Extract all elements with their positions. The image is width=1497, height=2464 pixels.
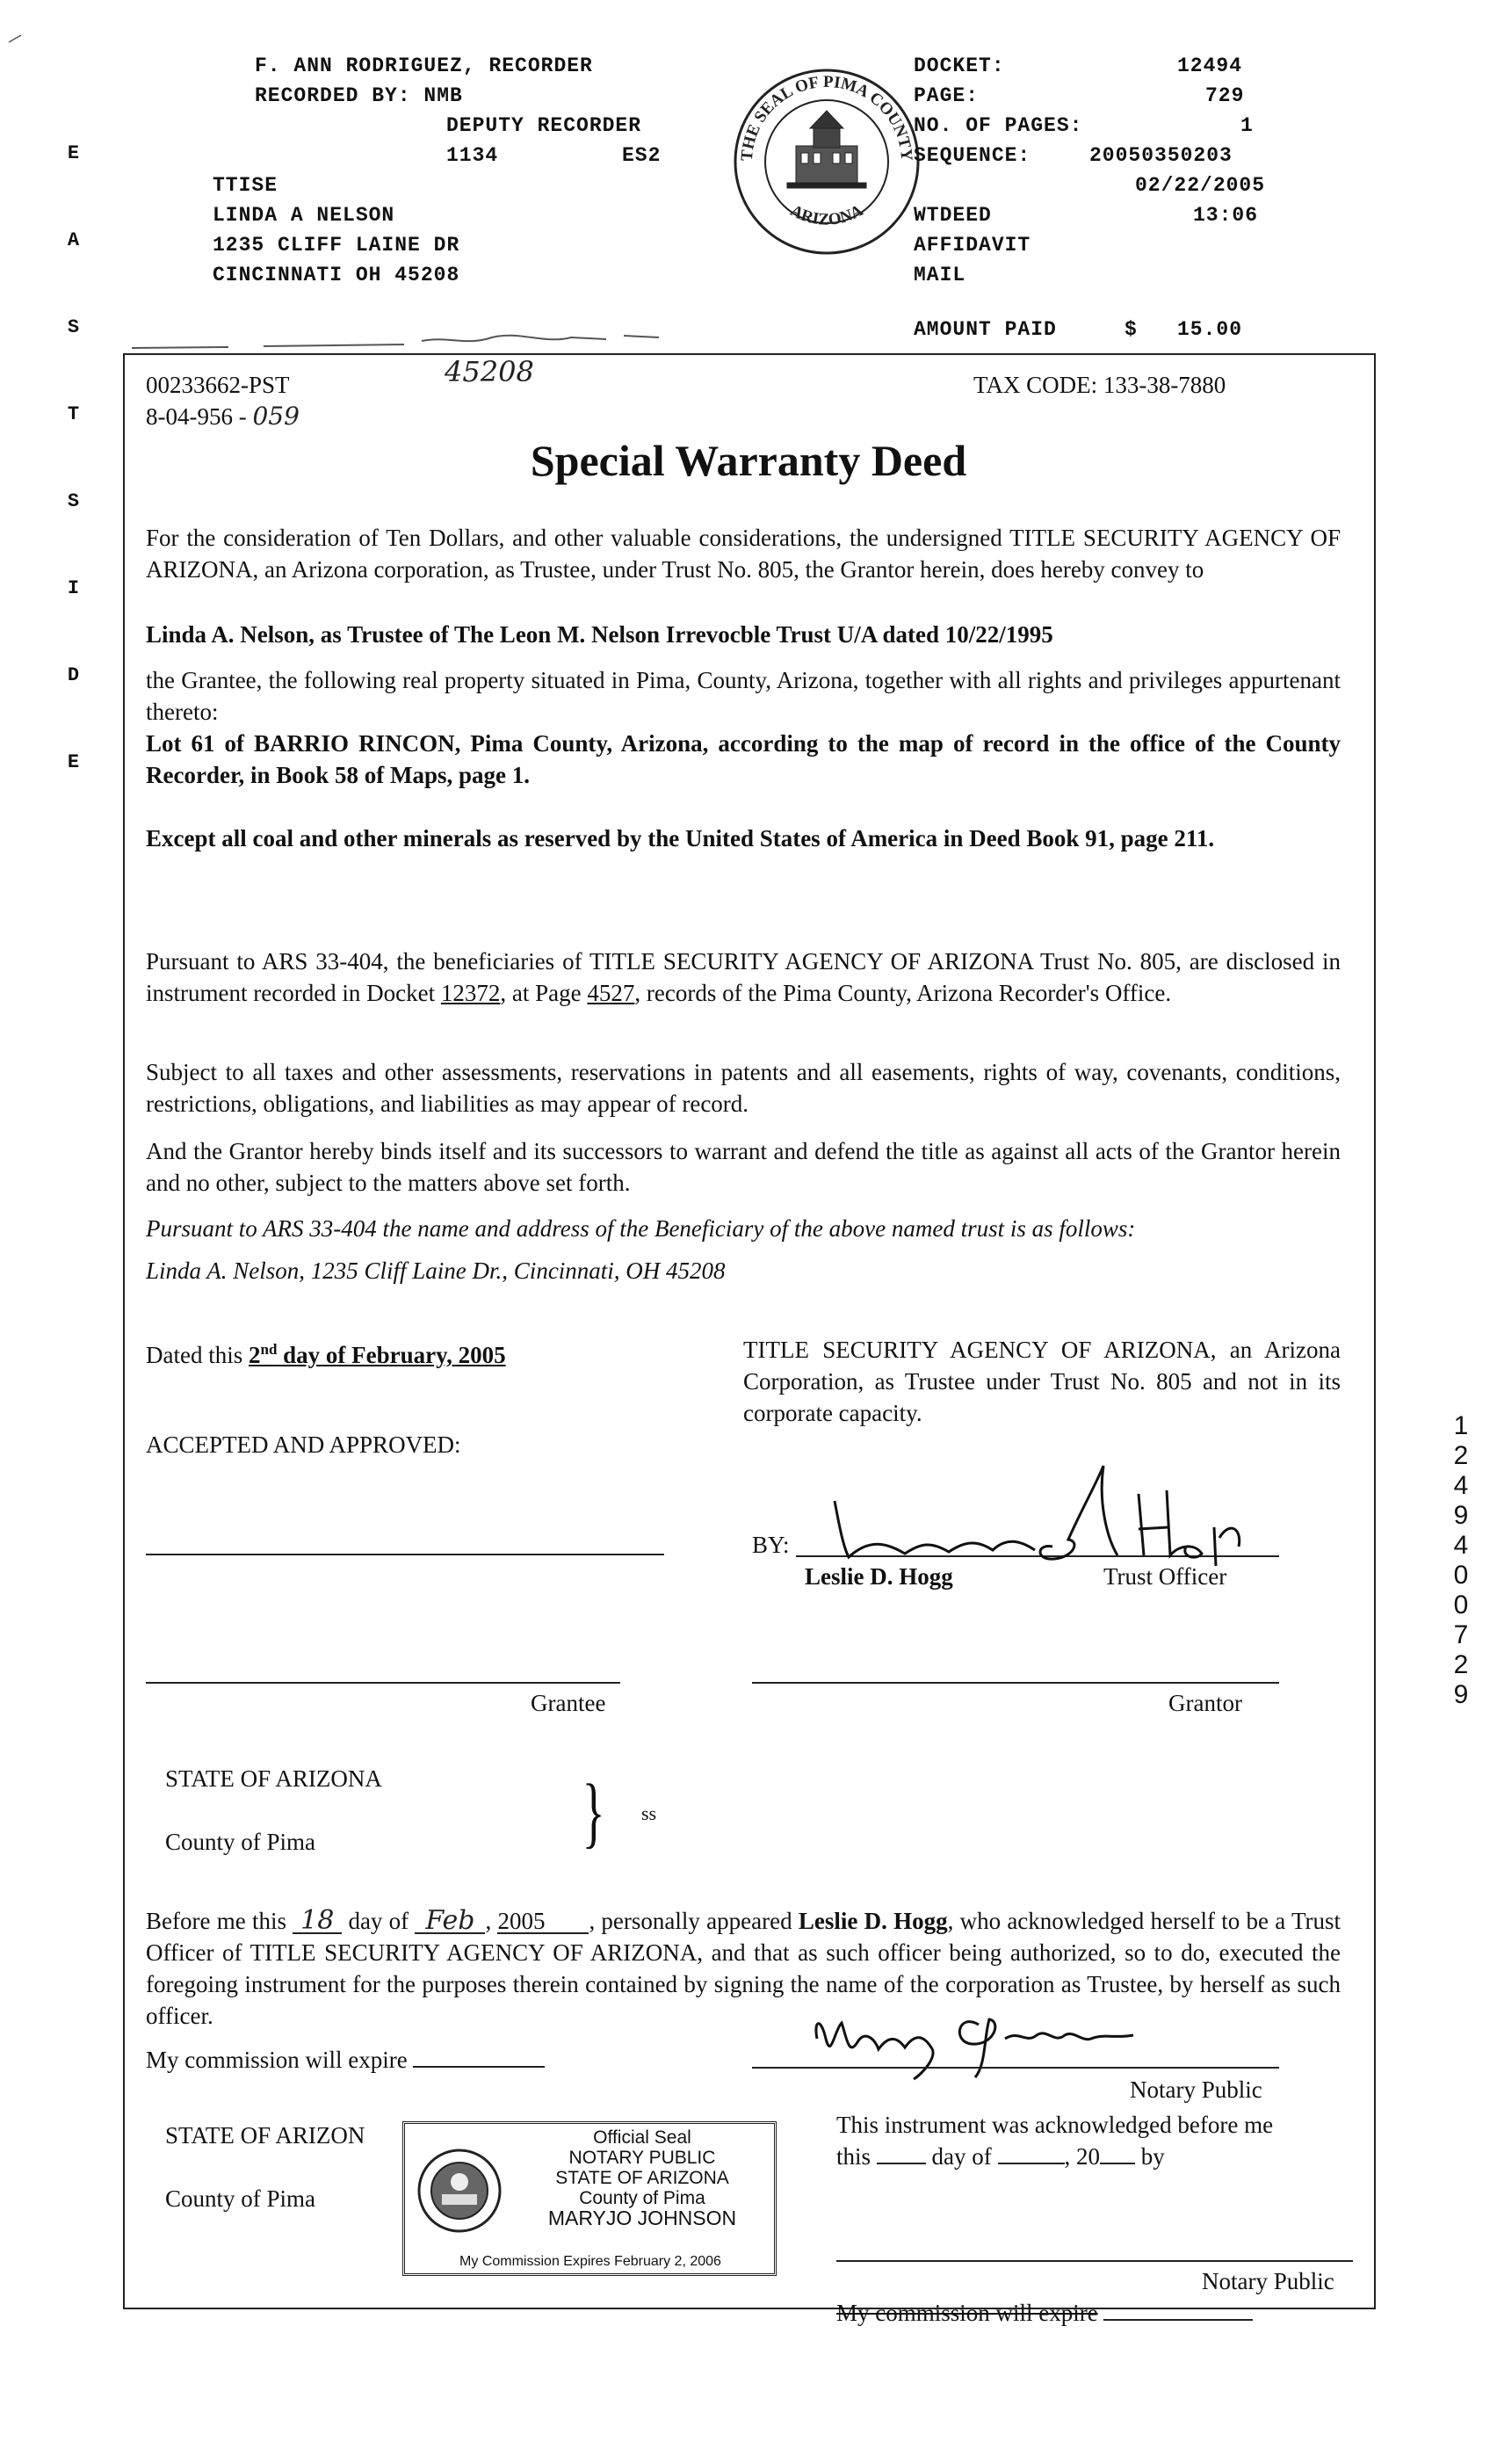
return-city: CINCINNATI OH 45208	[213, 264, 460, 286]
dated-date	[249, 1342, 506, 1368]
notary2-signature-line	[836, 2260, 1353, 2262]
notary-public-label: Notary Public	[1130, 2076, 1262, 2103]
notary2-day-of: day of	[931, 2143, 992, 2170]
subject-to-paragraph: Subject to all taxes and other assessments, reservations in patents and all easements, rights of way, covenants, conditions, restrictions, obligations, and liabilities as may appear of record.	[146, 1059, 1341, 1117]
margin-char: E	[67, 751, 81, 773]
grantor-signature-line	[752, 1682, 1279, 1684]
legal-description: Lot 61 of BARRIO RINCON, Pima County, Arizona, according to the map of record in the office of the County Recorder, in Book 58 of Maps, page 1.	[146, 730, 1341, 788]
seal-text-top: THE SEAL OF PIMA COUNTY	[737, 72, 916, 162]
dated-prefix: Dated this	[146, 1342, 249, 1368]
notary2-state: STATE OF ARIZON	[165, 2122, 365, 2149]
ack-text-e: , who acknowledged herself to be a Trust Officer of TITLE SECURITY AGENCY OF ARIZONA, and that as such officer being authorized, so to do, executed the foregoing instrument for the purposes therein contained by signing the name of the corporation as Trustee, by herself as such officer.	[146, 1908, 1341, 2029]
consideration-paragraph: For the consideration of Ten Dollars, and other valuable considerations, the undersigned TITLE SECURITY AGENCY OF ARIZONA, an Arizona corporation, as Trustee, under Trust No. 805, the Grantor herein, does hereby convey to	[146, 525, 1341, 583]
notary2-by: by	[1140, 2143, 1165, 2170]
disclosure-text-b: , at Page	[500, 980, 588, 1006]
margin-digit: 1	[1453, 1411, 1469, 1440]
notary-signature-image	[791, 2004, 1168, 2083]
amount-label: AMOUNT PAID	[914, 318, 1057, 341]
dated-day: 2	[248, 1342, 261, 1368]
margin-digit: 0	[1453, 1591, 1469, 1620]
mineral-exception: Except all coal and other minerals as reserved by the United States of America in Deed Book 91, page 211.	[146, 825, 1215, 852]
notary-state: STATE OF ARIZONA	[165, 1765, 382, 1792]
ack-text-d: , personally appeared	[589, 1908, 799, 1934]
grantee-signature-line-2	[146, 1682, 620, 1684]
scribble-line	[132, 330, 676, 353]
amount-currency: $	[1125, 318, 1138, 341]
return-name: LINDA A NELSON	[213, 204, 395, 227]
property-paragraph: the Grantee, the following real property situated in Pima, County, Arizona, together with all rights and privileges appurtenant thereto:	[146, 667, 1341, 725]
margin-digit: 9	[1453, 1680, 1469, 1709]
recorder-line1: F. ANN RODRIGUEZ, RECORDER	[255, 54, 593, 77]
ack-year: 2005	[497, 1910, 589, 1934]
grantor-block: TITLE SECURITY AGENCY OF ARIZONA, an Arizona Corporation, as Trustee under Trust No. 805 and not in its corporate capacity.	[743, 1337, 1341, 1426]
ss-label: ss	[641, 1802, 657, 1824]
disclosure-page: 4527	[587, 980, 635, 1006]
docket-label: DOCKET:	[914, 54, 1005, 77]
sequence-label: SEQUENCE:	[914, 144, 1031, 167]
recorder-ttise: TTISE	[213, 174, 278, 197]
seal-text-bottom: ARIZONA	[787, 201, 866, 229]
notary-stamp	[402, 2121, 777, 2276]
stamp-line5: MARYJO JOHNSON	[547, 2207, 737, 2229]
margin-char: D	[67, 664, 81, 686]
notary-signature-line	[752, 2067, 1279, 2069]
tax-code: TAX CODE: 133-38-7880	[973, 372, 1226, 398]
margin-char: T	[67, 403, 81, 425]
signer-name: Leslie D. Hogg	[805, 1563, 953, 1590]
beneficiary-disclosure	[146, 946, 1341, 1009]
recorder-code1: 1134	[446, 144, 499, 167]
ack-month-handwritten: Feb	[415, 1910, 485, 1934]
svg-text:ARIZONA	[787, 201, 866, 229]
parcel-printed: 8-04-956 -	[146, 403, 253, 430]
margin-digit: 4	[1453, 1471, 1469, 1500]
margin-digit: 4	[1453, 1531, 1469, 1560]
by-label: BY:	[752, 1532, 790, 1558]
notary2-month-blank	[998, 2147, 1065, 2164]
grantor-label: Grantor	[1168, 1690, 1242, 1716]
dated-rest: day of February, 2005	[277, 1342, 506, 1368]
notary2-this: this	[836, 2143, 871, 2170]
disclosure-text-c: , records of the Pima County, Arizona Recorder's Office.	[634, 980, 1172, 1006]
grantee-signature-line-1	[146, 1554, 664, 1555]
warranty-paragraph: And the Grantor hereby binds itself and its successors to warrant and defend the title as against all acts of the Grantor herein and no other, subject to the matters above set forth.	[146, 1138, 1341, 1196]
docket-value: 12494	[1177, 54, 1243, 77]
commission-expire-line	[146, 2044, 545, 2076]
grantee-name: Linda A. Nelson, as Trustee of The Leon M. Nelson Irrevocble Trust U/A dated 10/22/1995	[146, 621, 1053, 648]
margin-digit: 0	[1453, 1561, 1469, 1590]
notary2-comma20: , 20	[1064, 2143, 1100, 2170]
beneficiary-statement: Pursuant to ARS 33-404 the name and address of the Beneficiary of the above named trust is as follows:	[146, 1215, 1136, 1242]
margin-docket-page	[1448, 1411, 1474, 1710]
notary-county: County of Pima	[165, 1829, 316, 1855]
pages-value: 1	[1240, 114, 1254, 137]
disclosure-docket: 12372	[440, 980, 501, 1006]
grantee-label: Grantee	[531, 1690, 606, 1716]
sequence-value: 20050350203	[1089, 144, 1233, 167]
notary2-day-blank	[877, 2147, 926, 2164]
notary2-ack-line2	[836, 2141, 1165, 2172]
pages-label: NO. OF PAGES:	[914, 114, 1083, 137]
commission-blank	[413, 2048, 545, 2068]
page-label: PAGE:	[914, 84, 980, 107]
dated-line	[146, 1334, 506, 1371]
stamp-line2: NOTARY PUBLIC	[568, 2148, 716, 2168]
ack-text-b: day of	[342, 1908, 416, 1934]
record-time: 13:06	[1193, 204, 1259, 227]
stamp-line4: County of Pima	[579, 2188, 705, 2208]
ack-person: Leslie D. Hogg	[798, 1908, 948, 1934]
file-number: 00233662-PST	[146, 372, 290, 398]
accepted-approved: ACCEPTED AND APPROVED:	[146, 1431, 461, 1458]
record-date: 02/22/2005	[1135, 174, 1266, 197]
page-value: 729	[1205, 84, 1245, 107]
notary2-public-label: Notary Public	[1202, 2268, 1334, 2294]
beneficiary-address: Linda A. Nelson, 1235 Cliff Laine Dr., Cincinnati, OH 45208	[146, 1257, 726, 1284]
ack-text-c: ,	[485, 1908, 498, 1934]
seal-building-icon	[787, 111, 866, 188]
margin-digit: 9	[1453, 1501, 1469, 1530]
notary2-year-blank	[1100, 2147, 1135, 2164]
margin-digit: 7	[1453, 1620, 1469, 1649]
ss-brace: }	[582, 1769, 605, 1856]
notary2-commission-text: My commission will expire	[836, 2300, 1098, 2326]
margin-char: S	[67, 316, 81, 338]
pima-county-seal	[726, 65, 928, 258]
signer-title: Trust Officer	[1103, 1563, 1227, 1590]
deputy-recorder: DEPUTY RECORDER	[446, 114, 642, 137]
zip-handwritten: 45208	[445, 355, 534, 388]
parcel-number	[146, 401, 300, 432]
margin-char: A	[67, 229, 81, 251]
ack-day-handwritten: 18	[293, 1910, 342, 1934]
dated-sup: nd	[260, 1341, 278, 1358]
scan-mark	[5, 26, 26, 47]
recorded-by: RECORDED BY: NMB	[255, 84, 463, 107]
margin-char: E	[67, 142, 81, 164]
margin-digit: 2	[1453, 1650, 1469, 1679]
amount-value: 15.00	[1177, 318, 1243, 341]
stamp-line1: Official Seal	[593, 2127, 691, 2148]
doc-type-affidavit: AFFIDAVIT	[914, 234, 1031, 257]
stamp-line6: My Commission Expires February 2, 2006	[459, 2254, 721, 2269]
return-street: 1235 CLIFF LAINE DR	[213, 234, 460, 257]
margin-char: S	[67, 490, 81, 512]
commission-label: My commission will expire	[146, 2047, 408, 2073]
doc-type-mail: MAIL	[914, 264, 966, 286]
notary2-county: County of Pima	[165, 2185, 316, 2212]
margin-char: I	[67, 577, 81, 599]
arizona-seal-icon	[416, 2147, 503, 2235]
page-title: Special Warranty Deed	[530, 436, 967, 485]
disclosure-text-a: Pursuant to ARS 33-404, the beneficiaries of TITLE SECURITY AGENCY OF ARIZONA Trust No. 805, are disclosed in instrument recorded in Docket	[146, 948, 1341, 1006]
stamp-line3: STATE OF ARIZONA	[555, 2168, 729, 2188]
recorder-code2: ES2	[622, 144, 662, 167]
notary2-commission-struck	[836, 2297, 1253, 2329]
ack-text-a: Before me this	[146, 1908, 293, 1934]
parcel-handwritten: 059	[252, 402, 300, 431]
signature-text: Leslie D. Hogg	[817, 1459, 823, 1460]
grantor-signature-image	[817, 1459, 1256, 1573]
notary2-commission-blank	[1103, 2303, 1253, 2321]
margin-digit: 2	[1453, 1441, 1469, 1470]
notary2-ack-line1: This instrument was acknowledged before me	[836, 2112, 1274, 2138]
doc-type-wtdeed: WTDEED	[914, 204, 992, 227]
stamp-text	[519, 2127, 765, 2228]
